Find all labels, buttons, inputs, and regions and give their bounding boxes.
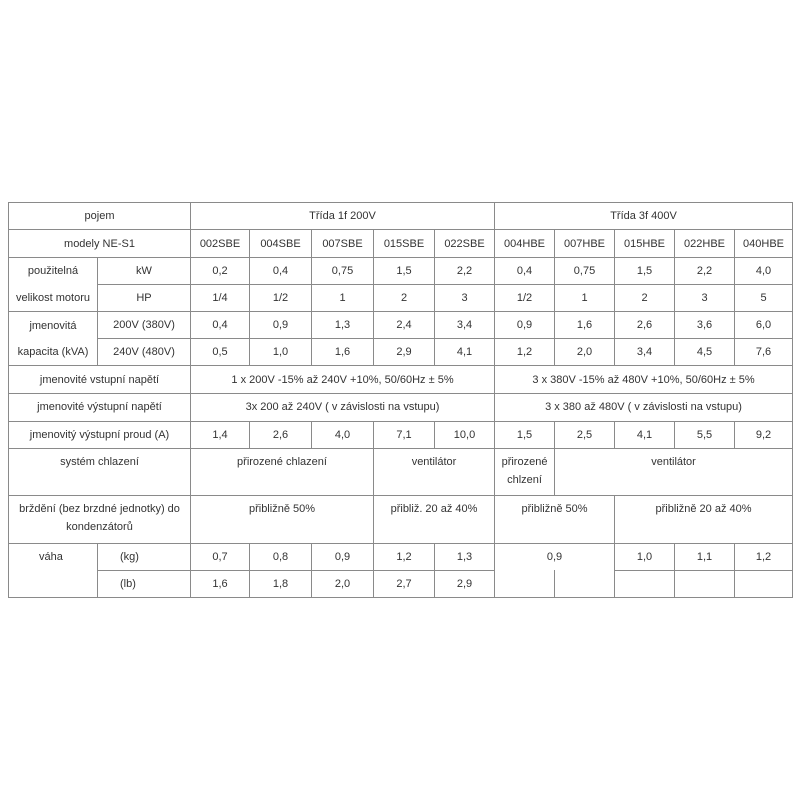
capacity-cell: 1,6 <box>555 312 615 339</box>
lb-unit: (lb) <box>98 570 191 597</box>
braking-label <box>9 495 191 543</box>
capacity-cell: 0,4 <box>191 312 250 339</box>
kg-unit: (kg) <box>98 543 191 570</box>
current-cell: 9,2 <box>735 421 793 448</box>
cooling-natural-3f <box>495 448 555 495</box>
weight-kg-cell: 1,2 <box>735 543 793 570</box>
model-cell: 040HBE <box>735 230 793 258</box>
weight-lb-empty <box>555 570 615 597</box>
kw-cell: 1,5 <box>615 258 675 285</box>
model-cell: 007HBE <box>555 230 615 258</box>
hp-cell: 1/2 <box>495 285 555 312</box>
weight-lb-cell: 2,0 <box>312 570 374 597</box>
input-voltage-row <box>9 366 793 394</box>
output-current-label: jmenovitý výstupní proud (A) <box>9 421 191 448</box>
models-row <box>9 230 793 258</box>
weight-lb-cell: 2,7 <box>374 570 435 597</box>
capacity-label-line1: jmenovitá <box>9 312 98 339</box>
input-voltage-label: jmenovité vstupní napětí <box>9 366 191 394</box>
cooling-natural-1f: přirozené chlazení <box>191 448 374 495</box>
capacity-cell: 1,2 <box>495 339 555 366</box>
weight-lb-empty <box>735 570 793 597</box>
current-cell: 7,1 <box>374 421 435 448</box>
current-cell: 10,0 <box>435 421 495 448</box>
kw-cell: 4,0 <box>735 258 793 285</box>
kw-cell: 0,4 <box>495 258 555 285</box>
hp-cell: 2 <box>374 285 435 312</box>
model-cell: 022HBE <box>675 230 735 258</box>
capacity-240v-row <box>9 339 793 366</box>
weight-lb-empty <box>675 570 735 597</box>
cooling-fan-1f: ventilátor <box>374 448 495 495</box>
braking-label-line1: brždění (bez brzdné jednotky) do <box>19 502 180 515</box>
weight-lb-row <box>9 570 793 597</box>
kw-unit: kW <box>98 258 191 285</box>
cooling-natural-3f-line1: přirozené <box>501 455 548 468</box>
output-voltage-3f: 3 x 380 až 480V ( v závislosti na vstupu) <box>495 394 793 421</box>
model-cell: 022SBE <box>435 230 495 258</box>
v240-label: 240V (480V) <box>98 339 191 366</box>
output-voltage-row <box>9 394 793 421</box>
current-cell: 5,5 <box>675 421 735 448</box>
braking-1f-b: přibliž. 20 až 40% <box>374 495 495 543</box>
cooling-row <box>9 448 793 495</box>
header-class-row <box>9 203 793 230</box>
capacity-cell: 0,5 <box>191 339 250 366</box>
capacity-cell: 3,4 <box>615 339 675 366</box>
weight-lb-cell: 1,6 <box>191 570 250 597</box>
motor-label-line2: velikost motoru <box>9 285 98 312</box>
class-3f-header: Třída 3f 400V <box>495 203 793 230</box>
braking-label-line2: kondenzátorů <box>66 520 133 533</box>
motor-label-line1: použitelná <box>9 258 98 285</box>
capacity-200v-row <box>9 312 793 339</box>
models-label: modely NE-S1 <box>9 230 191 258</box>
capacity-cell: 3,4 <box>435 312 495 339</box>
hp-cell: 3 <box>675 285 735 312</box>
capacity-label-line2: kapacita (kVA) <box>9 339 98 366</box>
input-voltage-3f: 3 x 380V -15% až 480V +10%, 50/60Hz ± 5% <box>495 366 793 394</box>
kw-cell: 0,4 <box>250 258 312 285</box>
hp-cell: 3 <box>435 285 495 312</box>
current-cell: 1,5 <box>495 421 555 448</box>
cooling-label: systém chlazení <box>9 448 191 495</box>
hp-cell: 1 <box>312 285 374 312</box>
braking-1f-a: přibližně 50% <box>191 495 374 543</box>
weight-kg-cell: 1,3 <box>435 543 495 570</box>
weight-lb-cell: 1,8 <box>250 570 312 597</box>
hp-cell: 2 <box>615 285 675 312</box>
weight-lb-empty <box>495 570 555 597</box>
model-cell: 007SBE <box>312 230 374 258</box>
weight-lb-empty <box>615 570 675 597</box>
class-1f-header: Třída 1f 200V <box>191 203 495 230</box>
capacity-cell: 4,5 <box>675 339 735 366</box>
capacity-cell: 2,4 <box>374 312 435 339</box>
kw-cell: 2,2 <box>675 258 735 285</box>
capacity-cell: 2,9 <box>374 339 435 366</box>
model-cell: 004SBE <box>250 230 312 258</box>
v200-label: 200V (380V) <box>98 312 191 339</box>
output-voltage-label: jmenovité výstupní napětí <box>9 394 191 421</box>
kw-cell: 1,5 <box>374 258 435 285</box>
capacity-cell: 7,6 <box>735 339 793 366</box>
kw-cell: 0,75 <box>555 258 615 285</box>
hp-cell: 1 <box>555 285 615 312</box>
hp-cell: 1/2 <box>250 285 312 312</box>
capacity-cell: 1,6 <box>312 339 374 366</box>
weight-kg-cell: 1,1 <box>675 543 735 570</box>
weight-kg-cell: 0,7 <box>191 543 250 570</box>
current-cell: 2,6 <box>250 421 312 448</box>
current-cell: 1,4 <box>191 421 250 448</box>
current-cell: 4,1 <box>615 421 675 448</box>
braking-row <box>9 495 793 543</box>
motor-hp-row <box>9 285 793 312</box>
weight-kg-3f-merged: 0,9 <box>495 543 615 570</box>
weight-kg-cell: 1,2 <box>374 543 435 570</box>
spec-table <box>8 202 793 598</box>
capacity-cell: 2,6 <box>615 312 675 339</box>
capacity-cell: 6,0 <box>735 312 793 339</box>
capacity-cell: 1,3 <box>312 312 374 339</box>
weight-kg-row <box>9 543 793 570</box>
kw-cell: 0,75 <box>312 258 374 285</box>
weight-lb-cell: 2,9 <box>435 570 495 597</box>
braking-3f-b: přibližně 20 až 40% <box>615 495 793 543</box>
cooling-fan-3f: ventilátor <box>555 448 793 495</box>
capacity-cell: 2,0 <box>555 339 615 366</box>
capacity-cell: 0,9 <box>495 312 555 339</box>
weight-kg-cell: 0,8 <box>250 543 312 570</box>
model-cell: 015SBE <box>374 230 435 258</box>
capacity-cell: 4,1 <box>435 339 495 366</box>
hp-cell: 5 <box>735 285 793 312</box>
hp-cell: 1/4 <box>191 285 250 312</box>
model-cell: 015HBE <box>615 230 675 258</box>
output-voltage-1f: 3x 200 až 240V ( v závislosti na vstupu) <box>191 394 495 421</box>
capacity-cell: 1,0 <box>250 339 312 366</box>
motor-kw-row <box>9 258 793 285</box>
model-cell: 004HBE <box>495 230 555 258</box>
weight-label-empty <box>9 570 98 597</box>
kw-cell: 2,2 <box>435 258 495 285</box>
current-cell: 4,0 <box>312 421 374 448</box>
cooling-natural-3f-line2: chlzení <box>507 473 542 486</box>
braking-3f-a: přibližně 50% <box>495 495 615 543</box>
model-cell: 002SBE <box>191 230 250 258</box>
input-voltage-1f: 1 x 200V -15% až 240V +10%, 50/60Hz ± 5% <box>191 366 495 394</box>
weight-label: váha <box>9 543 98 570</box>
kw-cell: 0,2 <box>191 258 250 285</box>
pojem-header: pojem <box>9 203 191 230</box>
capacity-cell: 3,6 <box>675 312 735 339</box>
capacity-cell: 0,9 <box>250 312 312 339</box>
weight-kg-cell: 1,0 <box>615 543 675 570</box>
weight-kg-cell: 0,9 <box>312 543 374 570</box>
current-cell: 2,5 <box>555 421 615 448</box>
output-current-row <box>9 421 793 448</box>
hp-unit: HP <box>98 285 191 312</box>
